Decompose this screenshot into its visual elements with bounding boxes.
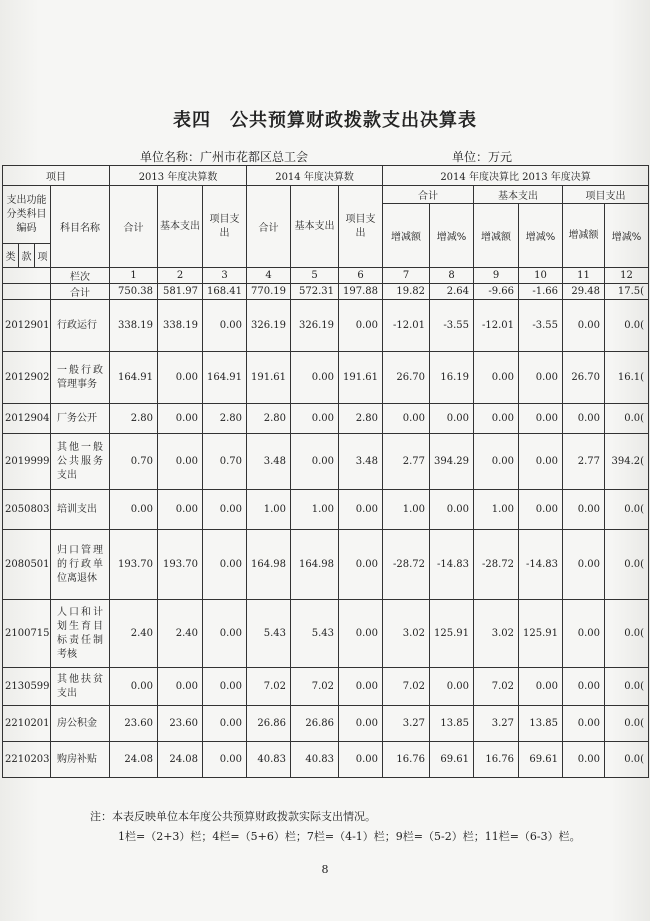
row-value: 0.0(: [605, 742, 649, 778]
row-value: 0.00: [203, 706, 247, 742]
header-entry: 项: [35, 244, 51, 268]
row-value: 0.0(: [605, 404, 649, 434]
row-value: 0.0(: [605, 300, 649, 352]
row-value: 125.91: [519, 600, 563, 668]
row-value: 2.80: [203, 404, 247, 434]
row-value: 1.00: [247, 490, 291, 530]
row-value: 0.00: [203, 742, 247, 778]
row-value: 3.27: [474, 706, 519, 742]
col-number-spacer: [3, 268, 51, 284]
row-value: 0.00: [110, 490, 158, 530]
table-row: [3, 600, 649, 668]
sum-value: -9.66: [474, 284, 519, 300]
row-value: 0.00: [158, 668, 203, 706]
header-compare: 2014 年度决算比 2013 年度决算: [383, 166, 649, 186]
row-value: 26.70: [563, 352, 605, 404]
row-value: 3.48: [339, 434, 383, 490]
row-value: 16.19: [430, 352, 474, 404]
row-value: 0.00: [519, 404, 563, 434]
row-value: 69.61: [519, 742, 563, 778]
header-row-1: [3, 166, 649, 186]
row-value: 40.83: [291, 742, 339, 778]
row-value: 0.00: [339, 530, 383, 600]
row-value: 23.60: [110, 706, 158, 742]
row-value: 0.0(: [605, 600, 649, 668]
header-cmp-project: 项目支出: [563, 186, 649, 204]
table-row: [3, 300, 649, 352]
table-row: [3, 668, 649, 706]
row-value: 0.00: [291, 404, 339, 434]
table-row: [3, 434, 649, 490]
col-number: 4: [247, 268, 291, 284]
col-number: 9: [474, 268, 519, 284]
row-value: 1.00: [291, 490, 339, 530]
row-value: -14.83: [519, 530, 563, 600]
row-code: 2012902: [3, 352, 51, 404]
row-value: 0.00: [563, 668, 605, 706]
sum-value: 19.82: [383, 284, 430, 300]
row-subject-name: 归口管理的行政单位离退休: [51, 530, 110, 600]
header-2014-total: 合计: [247, 186, 291, 268]
header-class: 类: [3, 244, 19, 268]
col-number: 8: [430, 268, 474, 284]
row-value: 0.00: [203, 668, 247, 706]
row-value: 191.61: [339, 352, 383, 404]
row-value: 0.00: [383, 404, 430, 434]
row-code: 2080501: [3, 530, 51, 600]
sum-value: 2.64: [430, 284, 474, 300]
row-value: 0.00: [519, 668, 563, 706]
budget-table: [2, 165, 649, 778]
sum-row: [3, 284, 649, 300]
row-value: 326.19: [291, 300, 339, 352]
row-subject-name: 房公积金: [51, 706, 110, 742]
row-subject-name: 一般行政管理事务: [51, 352, 110, 404]
header-cmp-basic: 基本支出: [474, 186, 563, 204]
header-inc-amount-2: 增减额: [474, 204, 519, 268]
row-subject-name: 人口和计划生育目标责任制考核: [51, 600, 110, 668]
row-value: 0.00: [291, 352, 339, 404]
row-value: 0.00: [158, 352, 203, 404]
col-number: 12: [605, 268, 649, 284]
row-value: 7.02: [247, 668, 291, 706]
row-value: 0.0(: [605, 530, 649, 600]
row-subject-name: 购房补贴: [51, 742, 110, 778]
row-value: 0.00: [563, 530, 605, 600]
row-value: 2.80: [110, 404, 158, 434]
row-value: 40.83: [247, 742, 291, 778]
footnote-formula: 1栏=（2+3）栏；4栏=（5+6）栏；7栏=（4-1）栏；9栏=（5-2）栏；11栏=（6-3）栏。: [118, 830, 581, 843]
row-value: 191.61: [247, 352, 291, 404]
row-value: 0.00: [158, 490, 203, 530]
row-value: 164.91: [203, 352, 247, 404]
row-value: 69.61: [430, 742, 474, 778]
row-value: 23.60: [158, 706, 203, 742]
row-value: 0.00: [339, 706, 383, 742]
header-inc-amount-1: 增减额: [383, 204, 430, 268]
row-value: -14.83: [430, 530, 474, 600]
row-value: 0.00: [430, 668, 474, 706]
footnote-scope: 注：本表反映单位本年度公共预算财政拨款实际支出情况。: [90, 810, 376, 823]
row-value: 164.98: [291, 530, 339, 600]
row-code: 2210201: [3, 706, 51, 742]
row-value: 0.00: [203, 600, 247, 668]
row-value: 0.00: [339, 300, 383, 352]
currency-unit: 单位：万元: [452, 150, 513, 164]
row-value: 0.00: [110, 668, 158, 706]
sum-value: 581.97: [158, 284, 203, 300]
row-value: 0.00: [474, 352, 519, 404]
row-code: 2050803: [3, 490, 51, 530]
table-row: [3, 742, 649, 778]
header-row-2: [3, 186, 649, 204]
row-value: 0.0(: [605, 706, 649, 742]
row-value: 26.86: [291, 706, 339, 742]
row-code: 2130599: [3, 668, 51, 706]
page-title: 表四 公共预算财政拨款支出决算表: [173, 110, 477, 131]
header-inc-pct-1: 增减%: [430, 204, 474, 268]
header-subject-name: 科目名称: [51, 186, 110, 268]
row-value: 0.00: [203, 300, 247, 352]
col-number: 10: [519, 268, 563, 284]
row-value: 0.0(: [605, 668, 649, 706]
sum-value: 750.38: [110, 284, 158, 300]
row-value: 2.77: [563, 434, 605, 490]
sum-spacer: [3, 284, 51, 300]
row-value: 338.19: [158, 300, 203, 352]
row-value: 2.40: [158, 600, 203, 668]
header-inc-amount-3: 增减额: [563, 204, 605, 268]
row-value: 164.98: [247, 530, 291, 600]
row-value: 0.70: [110, 434, 158, 490]
col-number: 7: [383, 268, 430, 284]
row-value: -12.01: [383, 300, 430, 352]
row-value: 24.08: [158, 742, 203, 778]
header-2013: 2013 年度决算数: [110, 166, 247, 186]
row-value: 7.02: [291, 668, 339, 706]
header-inc-pct-2: 增减%: [519, 204, 563, 268]
sum-value: 197.88: [339, 284, 383, 300]
row-subject-name: 其他扶贫支出: [51, 668, 110, 706]
row-value: 0.00: [339, 742, 383, 778]
col-number: 2: [158, 268, 203, 284]
row-value: 0.00: [339, 668, 383, 706]
header-func-code: 支出功能分类科目编码: [3, 186, 51, 244]
row-value: 13.85: [430, 706, 474, 742]
row-value: 7.02: [474, 668, 519, 706]
row-value: 3.27: [383, 706, 430, 742]
row-code: 2210203: [3, 742, 51, 778]
row-value: -3.55: [519, 300, 563, 352]
row-value: 0.00: [158, 434, 203, 490]
header-2013-project: 项目支出: [203, 186, 247, 268]
col-number-label: 栏次: [51, 268, 110, 284]
col-number: 1: [110, 268, 158, 284]
row-value: 2.80: [339, 404, 383, 434]
header-section: 款: [19, 244, 35, 268]
sum-value: -1.66: [519, 284, 563, 300]
row-value: 0.00: [291, 434, 339, 490]
table-row: [3, 490, 649, 530]
col-number: 6: [339, 268, 383, 284]
table-row: [3, 404, 649, 434]
row-value: 0.00: [339, 490, 383, 530]
row-value: 0.00: [563, 706, 605, 742]
row-value: -12.01: [474, 300, 519, 352]
sum-value: 17.5(: [605, 284, 649, 300]
row-value: 0.00: [474, 434, 519, 490]
row-value: 0.00: [563, 490, 605, 530]
page-number: 8: [321, 863, 329, 876]
header-inc-pct-3: 增减%: [605, 204, 649, 268]
row-value: -28.72: [474, 530, 519, 600]
header-2014-project: 项目支出: [339, 186, 383, 268]
sum-label: 合计: [51, 284, 110, 300]
row-value: 326.19: [247, 300, 291, 352]
row-value: -3.55: [430, 300, 474, 352]
row-value: 24.08: [110, 742, 158, 778]
sum-value: 572.31: [291, 284, 339, 300]
row-subject-name: 其他一般公共服务支出: [51, 434, 110, 490]
row-value: 164.91: [110, 352, 158, 404]
sum-value: 168.41: [203, 284, 247, 300]
row-value: 193.70: [110, 530, 158, 600]
row-subject-name: 行政运行: [51, 300, 110, 352]
col-number: 5: [291, 268, 339, 284]
table-row: [3, 706, 649, 742]
table-row: [3, 352, 649, 404]
row-subject-name: 厂务公开: [51, 404, 110, 434]
row-code: 2019999: [3, 434, 51, 490]
header-cmp-total: 合计: [383, 186, 474, 204]
row-value: 0.00: [563, 742, 605, 778]
row-value: 26.70: [383, 352, 430, 404]
row-value: 16.76: [474, 742, 519, 778]
header-2014-basic: 基本支出: [291, 186, 339, 268]
row-value: 16.1(: [605, 352, 649, 404]
row-value: 394.29: [430, 434, 474, 490]
header-2014: 2014 年度决算数: [247, 166, 383, 186]
row-value: 394.2(: [605, 434, 649, 490]
header-2013-basic: 基本支出: [158, 186, 203, 268]
header-2013-total: 合计: [110, 186, 158, 268]
col-number: 11: [563, 268, 605, 284]
unit-name: 单位名称：广州市花都区总工会: [140, 150, 309, 164]
row-subject-name: 培训支出: [51, 490, 110, 530]
row-value: 0.00: [563, 600, 605, 668]
row-value: 3.02: [474, 600, 519, 668]
sum-value: 770.19: [247, 284, 291, 300]
row-code: 2100715: [3, 600, 51, 668]
row-value: 0.00: [158, 404, 203, 434]
row-value: -28.72: [383, 530, 430, 600]
row-value: 193.70: [158, 530, 203, 600]
row-value: 3.02: [383, 600, 430, 668]
col-number-row: [3, 268, 649, 284]
table-row: [3, 530, 649, 600]
row-code: 2012901: [3, 300, 51, 352]
row-value: 0.70: [203, 434, 247, 490]
row-value: 5.43: [291, 600, 339, 668]
row-value: 338.19: [110, 300, 158, 352]
row-value: 0.00: [430, 490, 474, 530]
row-value: 2.77: [383, 434, 430, 490]
row-value: 0.00: [339, 600, 383, 668]
row-value: 7.02: [383, 668, 430, 706]
row-value: 1.00: [474, 490, 519, 530]
row-value: 5.43: [247, 600, 291, 668]
row-value: 0.0(: [605, 490, 649, 530]
row-value: 0.00: [474, 404, 519, 434]
row-value: 0.00: [430, 404, 474, 434]
col-number: 3: [203, 268, 247, 284]
row-value: 26.86: [247, 706, 291, 742]
sum-value: 29.48: [563, 284, 605, 300]
row-value: 16.76: [383, 742, 430, 778]
row-value: 1.00: [383, 490, 430, 530]
row-value: 2.80: [247, 404, 291, 434]
row-value: 0.00: [519, 490, 563, 530]
row-value: 0.00: [563, 300, 605, 352]
row-code: 2012904: [3, 404, 51, 434]
row-value: 13.85: [519, 706, 563, 742]
row-value: 0.00: [563, 404, 605, 434]
row-value: 125.91: [430, 600, 474, 668]
row-value: 0.00: [203, 490, 247, 530]
row-value: 0.00: [519, 434, 563, 490]
row-value: 2.40: [110, 600, 158, 668]
row-value: 3.48: [247, 434, 291, 490]
header-item: 项目: [3, 166, 110, 186]
row-value: 0.00: [519, 352, 563, 404]
row-value: 0.00: [203, 530, 247, 600]
